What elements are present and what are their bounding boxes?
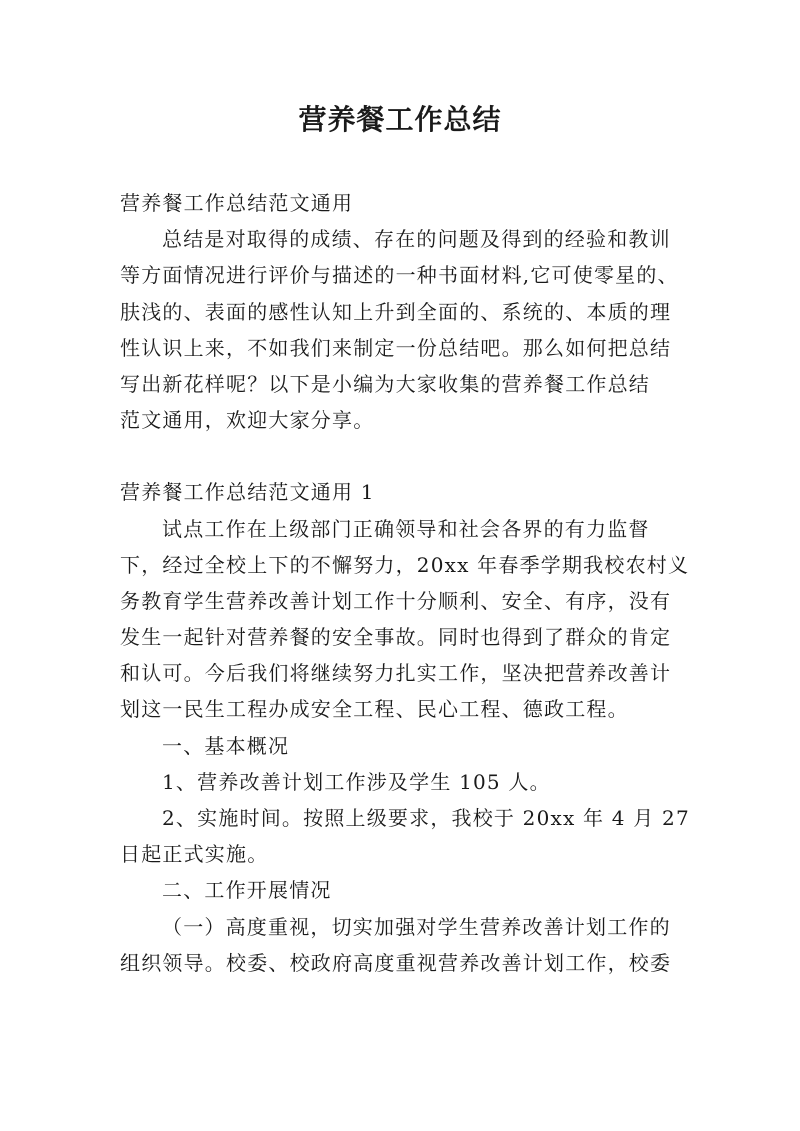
item-line: 2、实施时间。按照上级要求，我校于 20xx 年 4 月 27 <box>162 806 690 830</box>
intro-line: 肤浅的、表面的感性认知上升到全面的、系统的、本质的理 <box>120 299 672 324</box>
subheading-basic-overview: 一、基本概况 <box>162 733 290 758</box>
paragraph-line: 组织领导。校委、校政府高度重视营养改善计划工作，校委 <box>120 950 672 975</box>
intro-line: 性认识上来，不如我们来制定一份总结吧。那么如何把总结 <box>120 335 672 360</box>
item-line: 日起正式实施。 <box>120 842 269 867</box>
intro-line: 范文通用，欢迎大家分享。 <box>120 408 375 433</box>
section-heading: 营养餐工作总结范文通用 1 <box>120 480 375 505</box>
paragraph-line: 务教育学生营养改善计划工作十分顺利、安全、有序，没有 <box>120 588 672 613</box>
document-body <box>120 185 690 981</box>
paragraph-line: 试点工作在上级部门正确领导和社会各界的有力监督 <box>162 516 650 541</box>
subheading-work-progress: 二、工作开展情况 <box>162 878 332 903</box>
intro-heading: 营养餐工作总结范文通用 <box>120 191 354 215</box>
intro-line: 写出新花样呢？以下是小编为大家收集的营养餐工作总结 <box>120 371 650 396</box>
intro-line: 总结是对取得的成绩、存在的问题及得到的经验和教训 <box>162 227 671 252</box>
item-line: 1、营养改善计划工作涉及学生 105 人。 <box>162 769 551 794</box>
paragraph-line: 发生一起针对营养餐的安全事故。同时也得到了群众的肯定 <box>120 625 672 650</box>
paragraph-line: （一）高度重视，切实加强对学生营养改善计划工作的 <box>162 914 671 939</box>
paragraph-gap <box>120 438 686 474</box>
paragraph-line: 下，经过全校上下的不懈努力，20xx 年春季学期我校农村义 <box>120 552 690 577</box>
paragraph-line: 和认可。今后我们将继续努力扎实工作，坚决把营养改善计 <box>120 661 672 686</box>
document-title: 营养餐工作总结 <box>298 103 502 136</box>
paragraph-line: 划这一民生工程办成安全工程、民心工程、德政工程。 <box>120 697 629 722</box>
intro-line: 等方面情况进行评价与描述的一种书面材料,它可使零星的、 <box>120 263 679 288</box>
